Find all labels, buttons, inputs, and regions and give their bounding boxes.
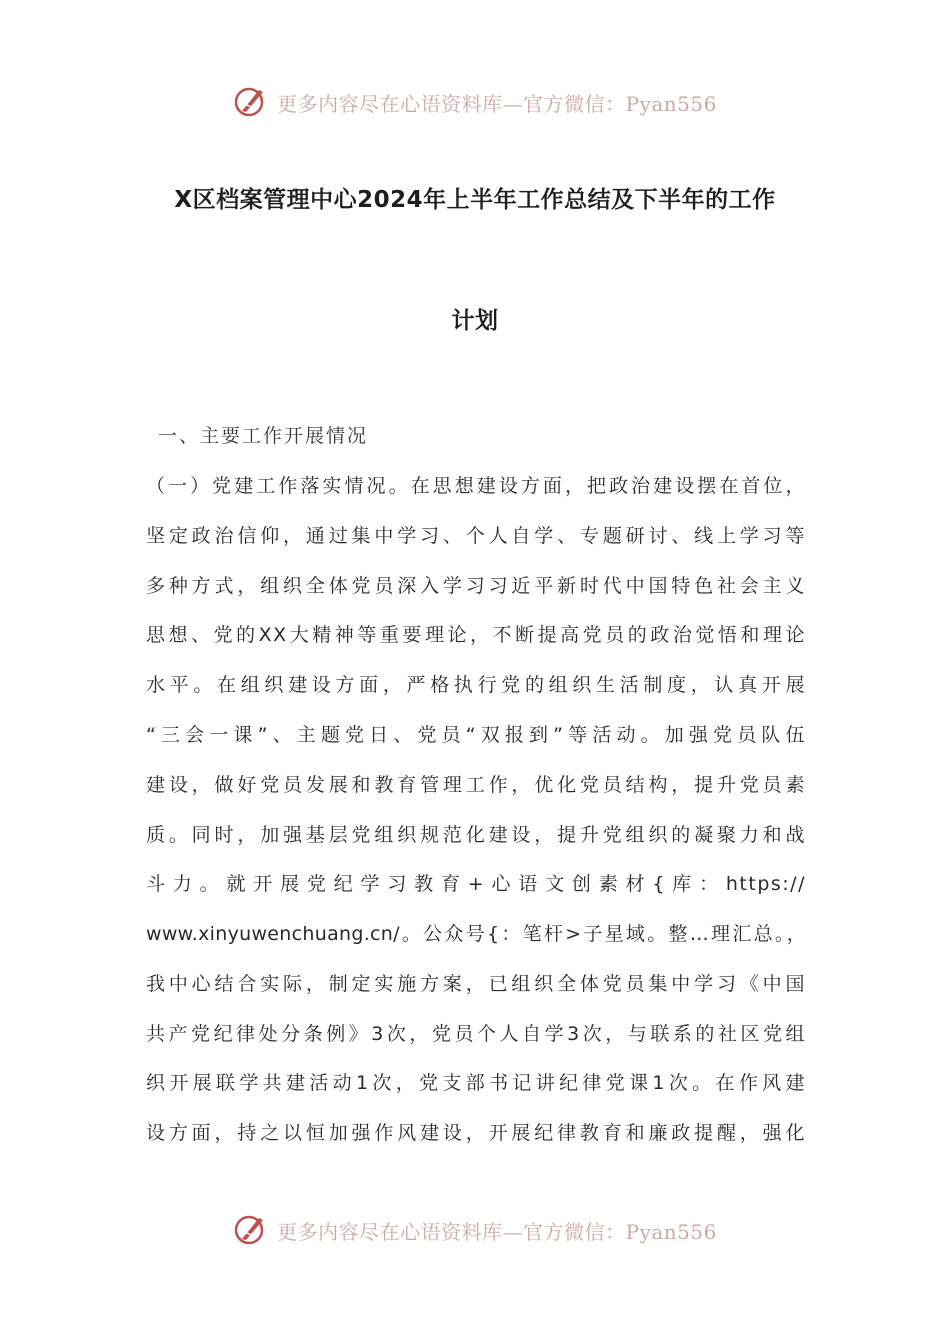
body-line: 我中心结合实际，制定实施方案，已组织全体党员集中学习《中国 (146, 973, 806, 995)
body-line: 多种方式，组织全体党员深入学习习近平新时代中国特色社会主义 (146, 575, 806, 597)
watermark-text: 更多内容尽在心语资料库—官方微信：Pyan556 (277, 91, 717, 116)
body-line: www.xinyuwenchuang.cn/。公众号{：笔杆>子星域。整…理汇总。， (146, 923, 806, 945)
body-line: 共产党纪律处分条例》3次，党员个人自学3次，与联系的社区党组 (146, 1023, 806, 1045)
quill-logo-icon (233, 1212, 269, 1248)
body-line: 水平。在组织建设方面，严格执行党的组织生活制度，认真开展 (146, 674, 806, 696)
body-line: 织开展联学共建活动1次，党支部书记讲纪律党课1次。在作风建 (146, 1072, 806, 1094)
body-line: 设方面，持之以恒加强作风建设，开展纪律教育和廉政提醒，强化 (146, 1122, 806, 1144)
body-line: （一）党建工作落实情况。在思想建设方面，把政治建设摆在首位， (146, 475, 806, 497)
header-watermark-banner (0, 80, 950, 124)
body-line: 坚定政治信仰，通过集中学习、个人自学、专题研讨、线上学习等 (146, 525, 806, 547)
section-heading: 一、主要工作开展情况 (158, 425, 369, 447)
body-line: 建设，做好党员发展和教育管理工作，优化党员结构，提升党员素 (146, 774, 806, 796)
footer-watermark-banner (0, 1208, 950, 1252)
watermark-text: 更多内容尽在心语资料库—官方微信：Pyan556 (277, 1219, 717, 1244)
body-line: 斗力。就开展党纪学习教育+心语文创素材{库：https:// (146, 873, 806, 895)
quill-logo-icon (233, 84, 269, 120)
body-line: 质。同时，加强基层党组织规范化建设，提升党组织的凝聚力和战 (146, 824, 806, 846)
body-line: 思想、党的XX大精神等重要理论，不断提高党员的政治觉悟和理论 (146, 624, 806, 646)
document-title-line-2: 计划 (451, 308, 499, 334)
body-line: “三会一课”、主题党日、党员“双报到”等活动。加强党员队伍 (146, 724, 806, 746)
document-title-line-1: X区档案管理中心2024年上半年工作总结及下半年的工作 (174, 187, 776, 213)
